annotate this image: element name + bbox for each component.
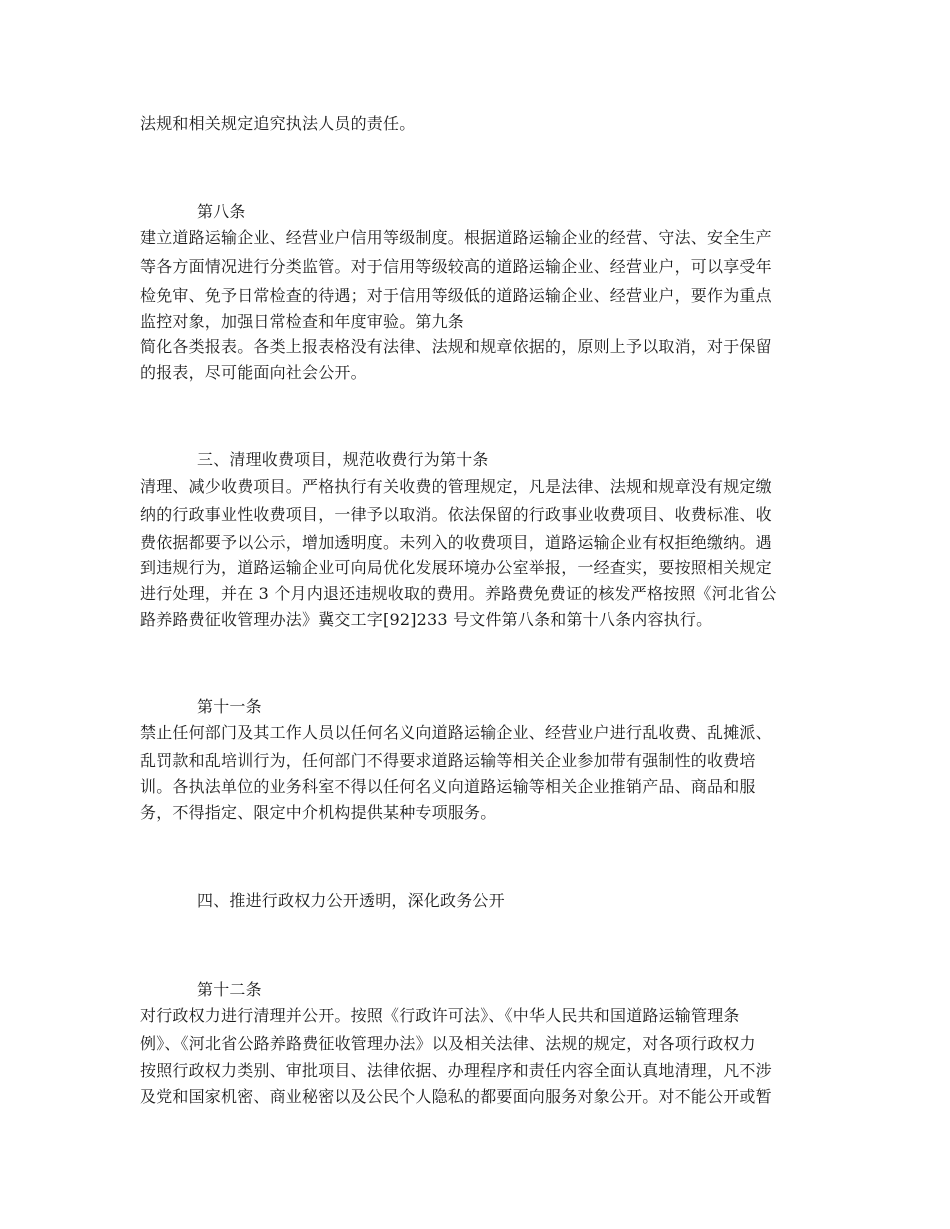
section-heading: 四、推进行政权力公开透明，深化政务公开 [197, 891, 505, 910]
paragraph-line: 简化各类报表。各类上报表格没有法律、法规和规章依据的，原则上予以取消，对于保留 [140, 337, 772, 356]
section-heading: 三、清理收费项目，规范收费行为第十条 [197, 450, 489, 469]
paragraph-line: 进行处理，并在 3 个月内退还违规收取的费用。养路费免费证的核发严格按照《河北省公 [140, 584, 777, 603]
paragraph-line: 清理、减少收费项目。严格执行有关收费的管理规定，凡是法律、法规和规章没有规定缴 [140, 477, 772, 496]
paragraph-line: 建立道路运输企业、经营业户信用等级制度。根据道路运输企业的经营、守法、安全生产 [140, 228, 772, 247]
article-heading: 第十一条 [197, 697, 262, 716]
paragraph-line: 法规和相关规定追究执法人员的责任。 [140, 114, 416, 133]
paragraph-line: 乱罚款和乱培训行为，任何部门不得要求道路运输等相关企业参加带有强制性的收费培 [140, 751, 756, 770]
paragraph-line: 及党和国家机密、商业秘密以及公民个人隐私的都要面向服务对象公开。对不能公开或暂 [140, 1087, 772, 1106]
paragraph-line: 路养路费征收管理办法》冀交工字[92]233 号文件第八条和第十八条内容执行。 [140, 610, 713, 629]
paragraph-line: 禁止任何部门及其工作人员以任何名义向道路运输企业、经营业户进行乱收费、乱摊派、 [140, 723, 772, 742]
article-heading: 第八条 [197, 202, 246, 221]
paragraph-line: 检免审、免予日常检查的待遇；对于信用等级低的道路运输企业、经营业户，要作为重点 [140, 286, 772, 305]
paragraph-line: 对行政权力进行清理并公开。按照《行政许可法》、《中华人民共和国道路运输管理条 [140, 1006, 740, 1025]
paragraph-line: 费依据都要予以公示，增加透明度。未列入的收费项目，道路运输企业有权拒绝缴纳。遇 [140, 533, 772, 552]
paragraph-line: 到违规行为，道路运输企业可向局优化发展环境办公室举报，一经查实，要按照相关规定 [140, 558, 772, 577]
paragraph-line: 的报表，尽可能面向社会公开。 [140, 363, 367, 382]
paragraph-line: 例》、《河北省公路养路费征收管理办法》以及相关法律、法规的规定，对各项行政权力 [140, 1034, 756, 1053]
paragraph-line: 等各方面情况进行分类监管。对于信用等级较高的道路运输企业、经营业户，可以享受年 [140, 257, 772, 276]
paragraph-line: 务，不得指定、限定中介机构提供某种专项服务。 [140, 803, 497, 822]
paragraph-line: 纳的行政事业性收费项目，一律予以取消。依法保留的行政事业收费项目、收费标准、收 [140, 505, 772, 524]
paragraph-line: 按照行政权力类别、审批项目、法律依据、办理程序和责任内容全面认真地清理，凡不涉 [140, 1061, 772, 1080]
paragraph-line: 监控对象，加强日常检查和年度审验。第九条 [140, 312, 465, 331]
article-heading: 第十二条 [197, 980, 262, 999]
paragraph-line: 训。各执法单位的业务科室不得以任何名义向道路运输等相关企业推销产品、商品和服 [140, 777, 756, 796]
